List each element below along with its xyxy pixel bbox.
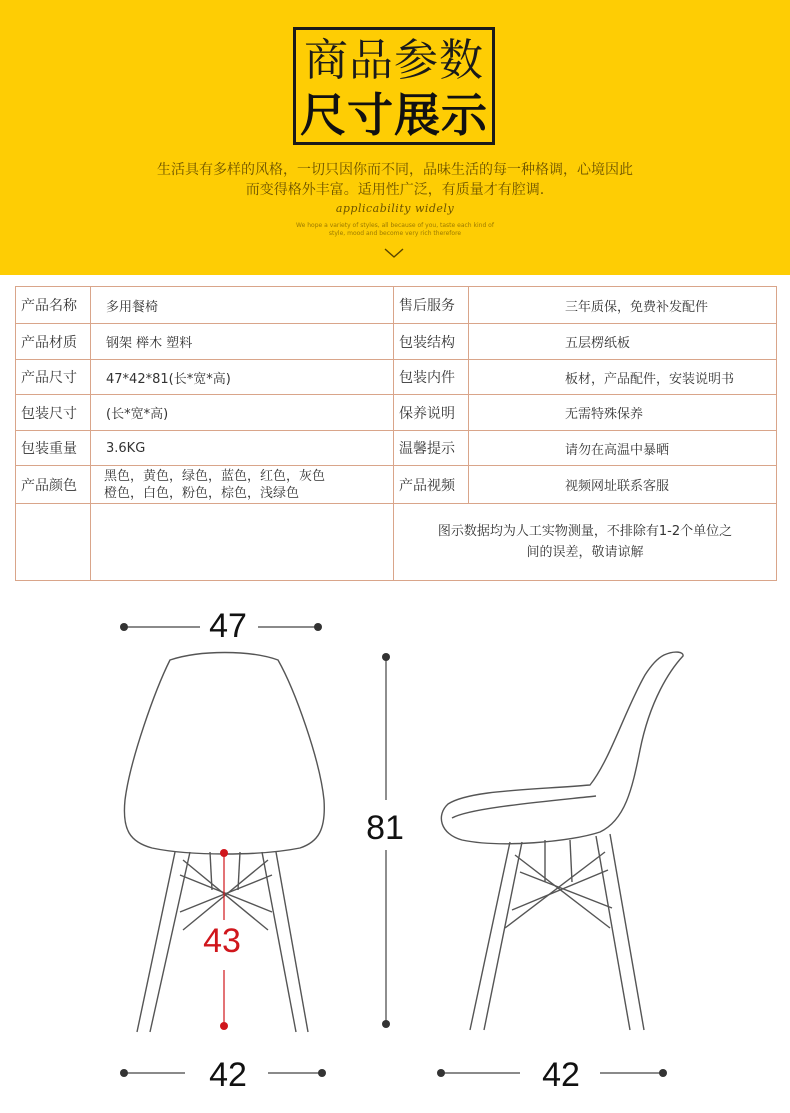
table-row: [16, 504, 777, 581]
table-row: [16, 431, 777, 466]
header-banner: [0, 0, 790, 275]
table-row: [16, 324, 777, 360]
depth-value-front: 42: [209, 1056, 247, 1094]
side-chair-drawing: [441, 652, 683, 1030]
chair-dimension-diagram: [0, 590, 790, 1113]
depth-value-side: 42: [542, 1056, 580, 1094]
spec-value-colors: [91, 466, 394, 504]
spec-value: 47*42*81(长*宽*高): [91, 360, 394, 395]
color-list-line-2: 橙色，白色，粉色，棕色，浅绿色: [104, 485, 300, 501]
empty-cell: [91, 504, 394, 581]
spec-label: 产品尺寸: [16, 360, 91, 395]
height-value: 81: [366, 809, 404, 847]
spec-value: 多用餐椅: [91, 287, 394, 324]
color-list-line-1: 黑色，黄色，绿色，蓝色，红色，灰色: [104, 468, 326, 484]
english-small-line-1: We hope a variety of styles, all because of you, taste each kind of: [296, 222, 494, 229]
spec-label: 产品视频: [394, 466, 469, 504]
spec-value: 钢架 榉木 塑料: [91, 324, 394, 360]
spec-label: 产品颜色: [16, 466, 91, 504]
page-title: 商品参数: [304, 35, 484, 86]
slogan-line-2: 而变得格外丰富。适用性广泛，有质量才有腔调.: [245, 182, 545, 198]
spec-label: 产品名称: [16, 287, 91, 324]
spec-value: 3.6KG: [91, 431, 394, 466]
spec-value: 五层楞纸板: [469, 324, 777, 360]
empty-cell: [16, 504, 91, 581]
spec-label: 保养说明: [394, 395, 469, 431]
slogan-line-1: 生活具有多样的风格，一切只因你而不同，品味生活的每一种格调，心境因此: [157, 162, 633, 178]
spec-value: 视频网址联系客服: [469, 466, 777, 504]
spec-table: [15, 286, 777, 581]
measurement-note: [394, 504, 777, 581]
spec-label: 包装内件: [394, 360, 469, 395]
spec-label: 温馨提示: [394, 431, 469, 466]
note-line-1: 图示数据均为人工实物测量，不排除有1-2个单位之: [437, 524, 733, 539]
seat-height-value: 43: [203, 922, 241, 960]
spec-value: 无需特殊保养: [469, 395, 777, 431]
english-small-line-2: style, mood and become very rich therefore: [328, 230, 462, 237]
spec-value: 请勿在高温中暴晒: [469, 431, 777, 466]
spec-label: 产品材质: [16, 324, 91, 360]
spec-label: 售后服务: [394, 287, 469, 324]
spec-value: (长*宽*高): [91, 395, 394, 431]
spec-label: 包装重量: [16, 431, 91, 466]
table-row: [16, 466, 777, 504]
title-box: [293, 27, 495, 145]
note-line-2: 间的误差，敬请谅解: [526, 545, 644, 560]
width-value: 47: [209, 607, 247, 645]
english-tagline: applicability widely: [335, 202, 455, 215]
spec-label: 包装结构: [394, 324, 469, 360]
spec-label: 包装尺寸: [16, 395, 91, 431]
table-row: [16, 360, 777, 395]
chevron-down-icon: [383, 246, 405, 260]
spec-value: 板材，产品配件，安装说明书: [469, 360, 777, 395]
page-subtitle: 尺寸展示: [300, 88, 488, 142]
table-row: [16, 287, 777, 324]
table-row: [16, 395, 777, 431]
spec-value: 三年质保，免费补发配件: [469, 287, 777, 324]
